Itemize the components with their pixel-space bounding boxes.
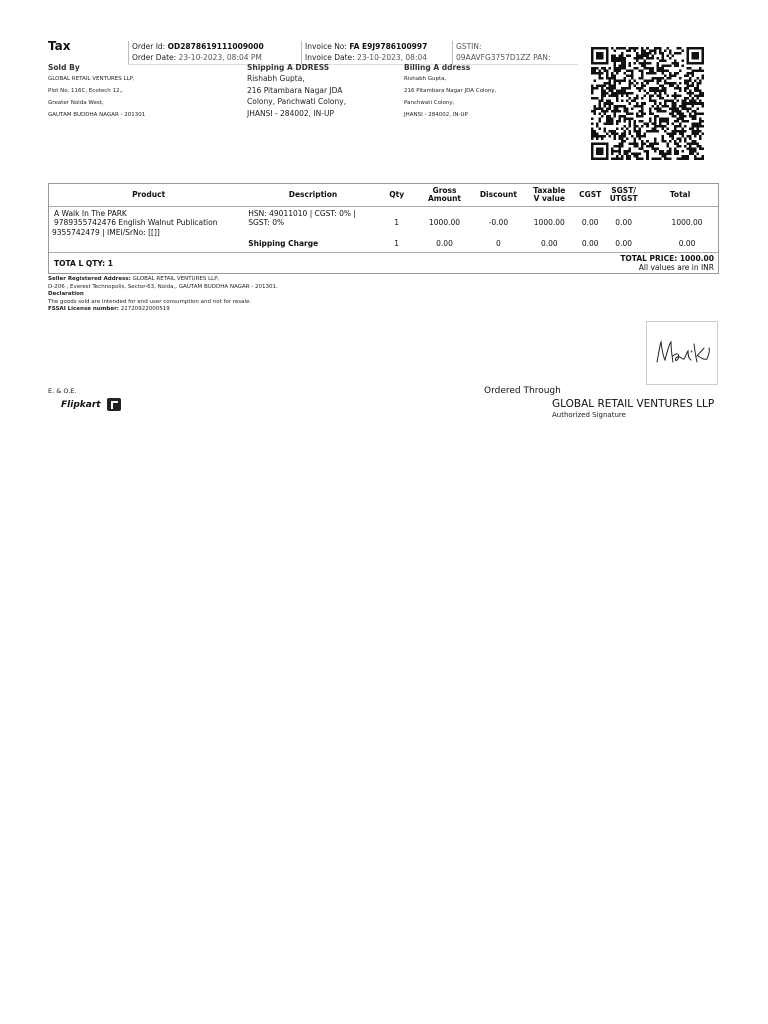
shipping-line: 216 Pitambara Nagar JDA [247,85,343,95]
sold-by-line: Plot No. 116C, Ecotech 12,, [48,88,123,94]
discount-cell: 0 [496,239,501,248]
qr-code [591,47,704,160]
product-cell: A Walk In The PARK 9789355742476 English Walnut Publication 9355742479 | IMEI/SrNo: [[]] [52,208,218,237]
col-cgst: CGST [575,184,605,206]
sold-by-line: GLOBAL RETAIL VENTURES LLP, [48,76,135,82]
signature-image [647,322,719,386]
order-info [128,41,300,65]
total-cell: 0.00 [678,239,696,248]
invoice-date-value: 23-10-2023, 08:04 [357,53,428,62]
flipkart-wordmark: Flipkart [61,399,101,410]
order-id-label: Order Id: [132,42,166,51]
description-cell: HSN: 49011010 | CGST: 0% | SGST: 0% [248,208,356,227]
billing-line: Panchwati Colony, [404,100,455,106]
invoice-date-label: Invoice Date: [305,53,355,62]
page-title: Tax [48,39,71,53]
billing-line: 216 Pitambara Nagar JDA Colony, [404,88,497,94]
seller-address-line: D-206 , Everest Technopolis, Sector-63, Noida,, GAUTAM BUDDHA NAGAR - 201301. [48,283,278,290]
sold-by-line: GAUTAM BUDDHA NAGAR - 201301 [48,112,146,118]
qty-cell: 1 [394,239,400,248]
qty-cell: 1 [394,217,400,227]
header-divider [128,64,578,65]
shipping-section [247,63,346,119]
flipkart-logo [61,398,121,411]
sold-by-line: Greater Noida West, [48,100,104,106]
total-price-block [620,254,714,273]
description-cell: Shipping Charge [248,239,319,248]
sold-by-section [48,63,145,121]
gstin-info [452,41,578,65]
order-date-value: 23-10-2023, 08:04 PM [178,53,262,62]
sgst-cell: 0.00 [615,217,632,227]
company-name: GLOBAL RETAIL VENTURES LLP [552,398,715,410]
eoe-text: E. & O.E. [48,387,77,395]
col-qty: Qty [378,184,416,206]
discount-cell: -0.00 [488,217,509,227]
col-total: Total [642,184,718,206]
signature-box [646,321,718,385]
sgst-cell: 0.00 [615,239,632,248]
order-date-label: Order Date: [132,53,177,62]
totals-row [49,252,718,273]
cgst-cell: 0.00 [581,217,599,227]
product-cell [49,237,248,252]
fssai-label: FSSAI License number: [48,306,120,312]
billing-heading: Billing A ddress [404,63,471,72]
shipping-line: Colony, Panchwati Colony, [247,97,347,106]
gross-cell: 1000.00 [429,217,461,227]
invoice-info [301,41,451,65]
billing-line: JHANSI - 284002, IN-UP [404,112,468,118]
total-qty: TOTA L QTY: 1 [54,258,113,268]
table-row [49,206,718,237]
taxable-cell: 0.00 [540,239,558,248]
col-taxable: Taxable V value [523,184,575,206]
gross-cell: 0.00 [436,239,453,248]
billing-section [404,63,496,121]
billing-line: Rishabh Gupta, [404,76,447,82]
seller-address-label: Seller Registered Address: [48,276,131,282]
total-cell: 1000.00 [671,217,703,227]
declaration-label: Declaration [48,291,84,297]
gstin-label: GSTIN: [456,42,482,51]
shipping-line: Rishabh Gupta, [247,74,305,83]
notes-section [48,276,278,314]
col-sgst: SGST/ UTGST [605,184,642,206]
shipping-line: JHANSI - 284002, IN-UP [247,108,334,118]
col-description: Description [248,184,378,206]
taxable-cell: 1000.00 [533,217,565,227]
order-id-value: OD287861911100900​0 [167,42,264,51]
ordered-through: Ordered Through [484,386,561,396]
shipping-heading: Shipping A DDRESS [247,63,330,72]
declaration-text: The goods sold are intended for end user consumption and not for resale. [48,298,252,305]
col-discount: Discount [473,184,523,206]
total-price: TOTAL PRICE: 1000.00 [620,253,714,263]
gstin-value: 09AAVFG3757D1ZZ PAN: [456,53,551,62]
col-gross: Gross Amount [416,184,474,206]
invoice-no-value: FA E9J9786100997 [349,42,428,51]
values-note: All values are in INR [638,263,714,272]
table-header-row [49,184,718,206]
cgst-cell: 0.00 [581,239,599,248]
flipkart-bag-icon [107,398,121,411]
seller-address-value: GLOBAL RETAIL VENTURES LLP, [132,276,220,282]
authorized-signature: Authorized Signature [552,411,626,419]
sold-by-heading: Sold By [48,63,80,72]
col-product: Product [49,184,248,206]
invoice-no-label: Invoice No: [305,42,347,51]
fssai-value: 22720922000519 [120,306,170,312]
invoice-table [48,183,719,274]
table-row [49,237,718,252]
